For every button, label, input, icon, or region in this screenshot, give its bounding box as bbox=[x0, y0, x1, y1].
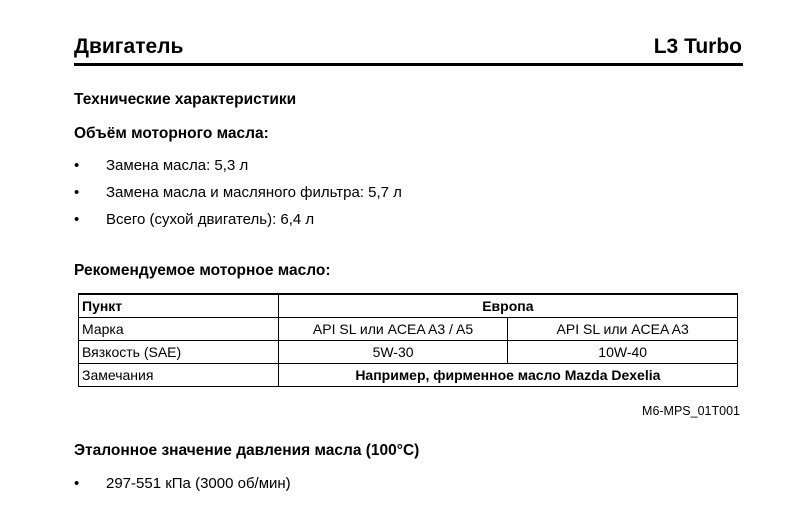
list-item-text: 297-551 кПа (3000 об/мин) bbox=[106, 475, 291, 492]
section-title: Технические характеристики bbox=[74, 91, 297, 108]
table-header-region: Европа bbox=[278, 294, 737, 318]
list-item-text: Всего (сухой двигатель): 6,4 л bbox=[106, 211, 315, 228]
table-cell-merged: Например, фирменное масло Mazda Dexelia bbox=[278, 364, 737, 387]
figure-code: M6-MPS_01T001 bbox=[642, 404, 740, 418]
table-row bbox=[79, 341, 738, 364]
header-title: Двигатель bbox=[74, 35, 184, 58]
table-row bbox=[79, 364, 738, 387]
recommended-oil-title: Рекомендуемое моторное масло: bbox=[74, 262, 331, 279]
table-cell: API SL или ACEA A3 / A5 bbox=[278, 318, 508, 341]
bullet-icon: • bbox=[74, 157, 80, 174]
table-header-row bbox=[79, 294, 738, 318]
bullet-icon: • bbox=[74, 475, 80, 492]
list-item-text: Замена масла: 5,3 л bbox=[106, 157, 249, 174]
table-cell: 10W-40 bbox=[508, 341, 738, 364]
table-cell-label: Марка bbox=[79, 318, 279, 341]
header-engine-model: L3 Turbo bbox=[653, 35, 742, 58]
bullet-icon: • bbox=[74, 184, 80, 201]
table-header-item: Пункт bbox=[79, 294, 279, 318]
table-cell-label: Замечания bbox=[79, 364, 279, 387]
table-cell-label: Вязкость (SAE) bbox=[79, 341, 279, 364]
oil-spec-table bbox=[78, 293, 738, 387]
table-cell: API SL или ACEA A3 bbox=[508, 318, 738, 341]
oil-pressure-title: Эталонное значение давления масла (100°C) bbox=[74, 442, 420, 459]
table-row bbox=[79, 318, 738, 341]
list-item-text: Замена масла и масляного фильтра: 5,7 л bbox=[106, 184, 402, 201]
oil-volume-title: Объём моторного масла: bbox=[74, 125, 269, 142]
table-cell: 5W-30 bbox=[278, 341, 508, 364]
header-rule bbox=[74, 63, 743, 66]
document-header bbox=[74, 35, 742, 63]
bullet-icon: • bbox=[74, 211, 80, 228]
